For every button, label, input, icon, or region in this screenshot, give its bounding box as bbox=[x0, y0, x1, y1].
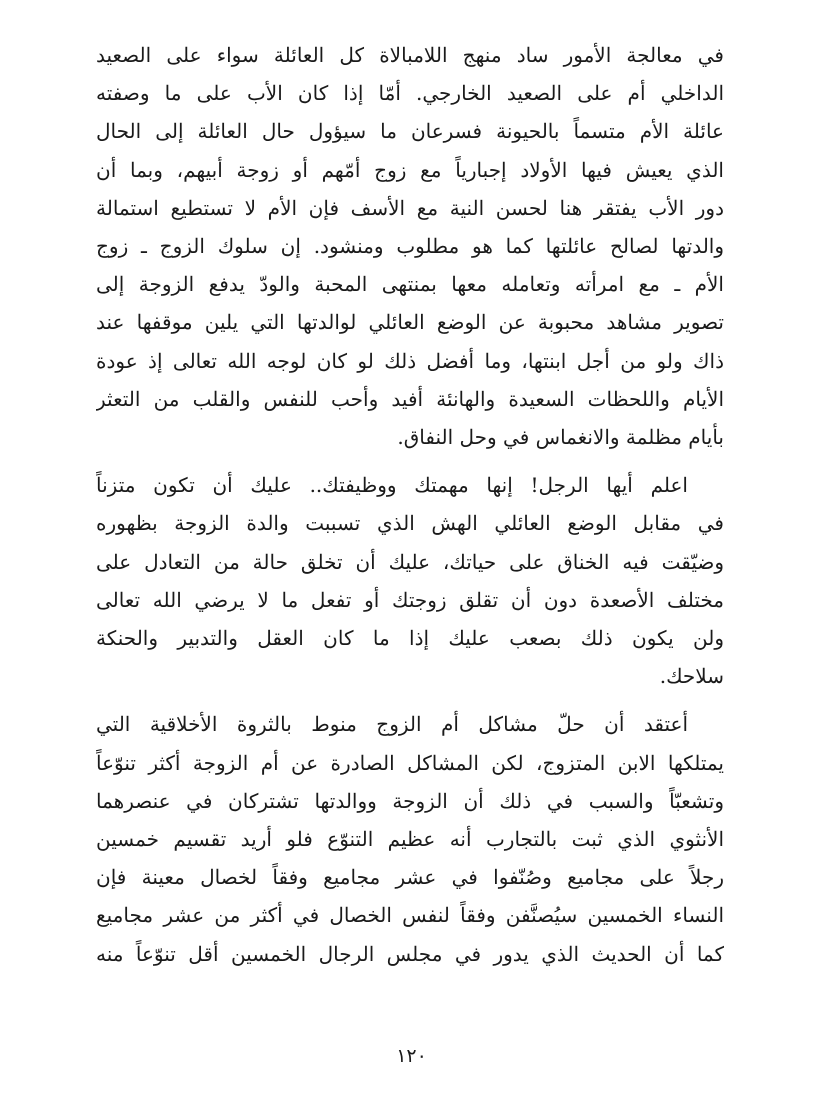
text-line: ولن يكون ذلك بصعب عليك إذا ما كان العقل والتدبير والحنكة bbox=[96, 626, 724, 651]
paragraph-2 bbox=[96, 466, 724, 695]
text-line: كما أن الحديث الذي يدور في مجلس الرجال الخمسين أقل تنوّعاً منه bbox=[96, 941, 724, 966]
text-line: مختلف الأصعدة دون أن تقلق زوجتك أو تفعل ما لا يرضي الله تعالى bbox=[96, 587, 724, 612]
text-line: بأيام مظلمة والانغماس في وحل النفاق. bbox=[397, 425, 724, 450]
text-line: الأم ـ مع امرأته وتعامله معها بمنتهى المحبة والودّ يدفع الزوجة إلى bbox=[96, 272, 724, 297]
text-line: ذاك ولو من أجل ابنتها، وما أفضل ذلك لو كان لوجه الله تعالى إذ عودة bbox=[96, 348, 724, 373]
text-line: وتشعبّاً والسبب في ذلك أن الزوجة ووالدتها تشتركان في عنصرهما bbox=[96, 788, 724, 813]
text-line: النساء الخمسين سيُصنَّفن وفقاً لنفس الخصال في أكثر من عشر مجاميع bbox=[96, 903, 724, 928]
text-line: تصوير مشاهد محبوبة عن الوضع العائلي لوالدتها التي يلين موقفها عند bbox=[96, 310, 724, 335]
text-line: اعلم أيها الرجل! إنها مهمتك ووظيفتك.. عليك أن تكون متزناً bbox=[96, 473, 688, 498]
paragraph-1 bbox=[96, 36, 724, 456]
text-line: رجلاً على مجاميع وصُنّفوا في عشر مجاميع وفقاً لخصال معينة فإن bbox=[96, 865, 724, 890]
page-number: ١٢٠ bbox=[396, 1045, 427, 1067]
text-line: سلاحك. bbox=[659, 664, 724, 689]
text-line: الأنثوي الذي ثبت بالتجارب أنه عظيم التنوّع فلو أريد تقسيم خمسين bbox=[96, 827, 724, 852]
text-line: والدتها لصالح عائلتها كما هو مطلوب ومنشود. إن سلوك الزوج ـ زوج bbox=[96, 234, 724, 259]
text-line: الداخلي أم على الصعيد الخارجي. أمّا إذا كان الأب على ما وصفته bbox=[96, 81, 724, 106]
text-line: الأيام واللحظات السعيدة والهانئة أفيد وأحب للنفس والقلب من التعثر bbox=[96, 386, 724, 411]
page-body bbox=[96, 36, 724, 973]
text-line: الذي يعيش فيها الأولاد إجبارياً مع زوج أمّهم أو زوجة أبيهم، وبما أن bbox=[96, 157, 724, 182]
text-line: عائلة الأم متسماً بالحيونة فسرعان ما سيؤول حال العائلة إلى الحال bbox=[96, 119, 724, 144]
text-line: وضيّقت فيه الخناق على حياتك، عليك أن تخلق حالة من التعادل على bbox=[96, 549, 724, 574]
paragraph-3 bbox=[96, 705, 724, 972]
text-line: يمتلكها الابن المتزوج، لكن المشاكل الصادرة عن أم الزوجة أكثر تنوّعاً bbox=[96, 750, 724, 775]
text-line: دور الأب يفتقر هنا لحسن النية مع الأسف فإن الأم لا تستطيع استمالة bbox=[96, 195, 724, 220]
text-line: في مقابل الوضع العائلي الهش الذي تسببت والدة الزوجة بظهوره bbox=[96, 511, 724, 536]
text-line: أعتقد أن حلّ مشاكل أم الزوج منوط بالثروة الأخلاقية التي bbox=[96, 712, 688, 737]
text-line: في معالجة الأمور ساد منهج اللامبالاة كل العائلة سواء على الصعيد bbox=[96, 43, 724, 67]
